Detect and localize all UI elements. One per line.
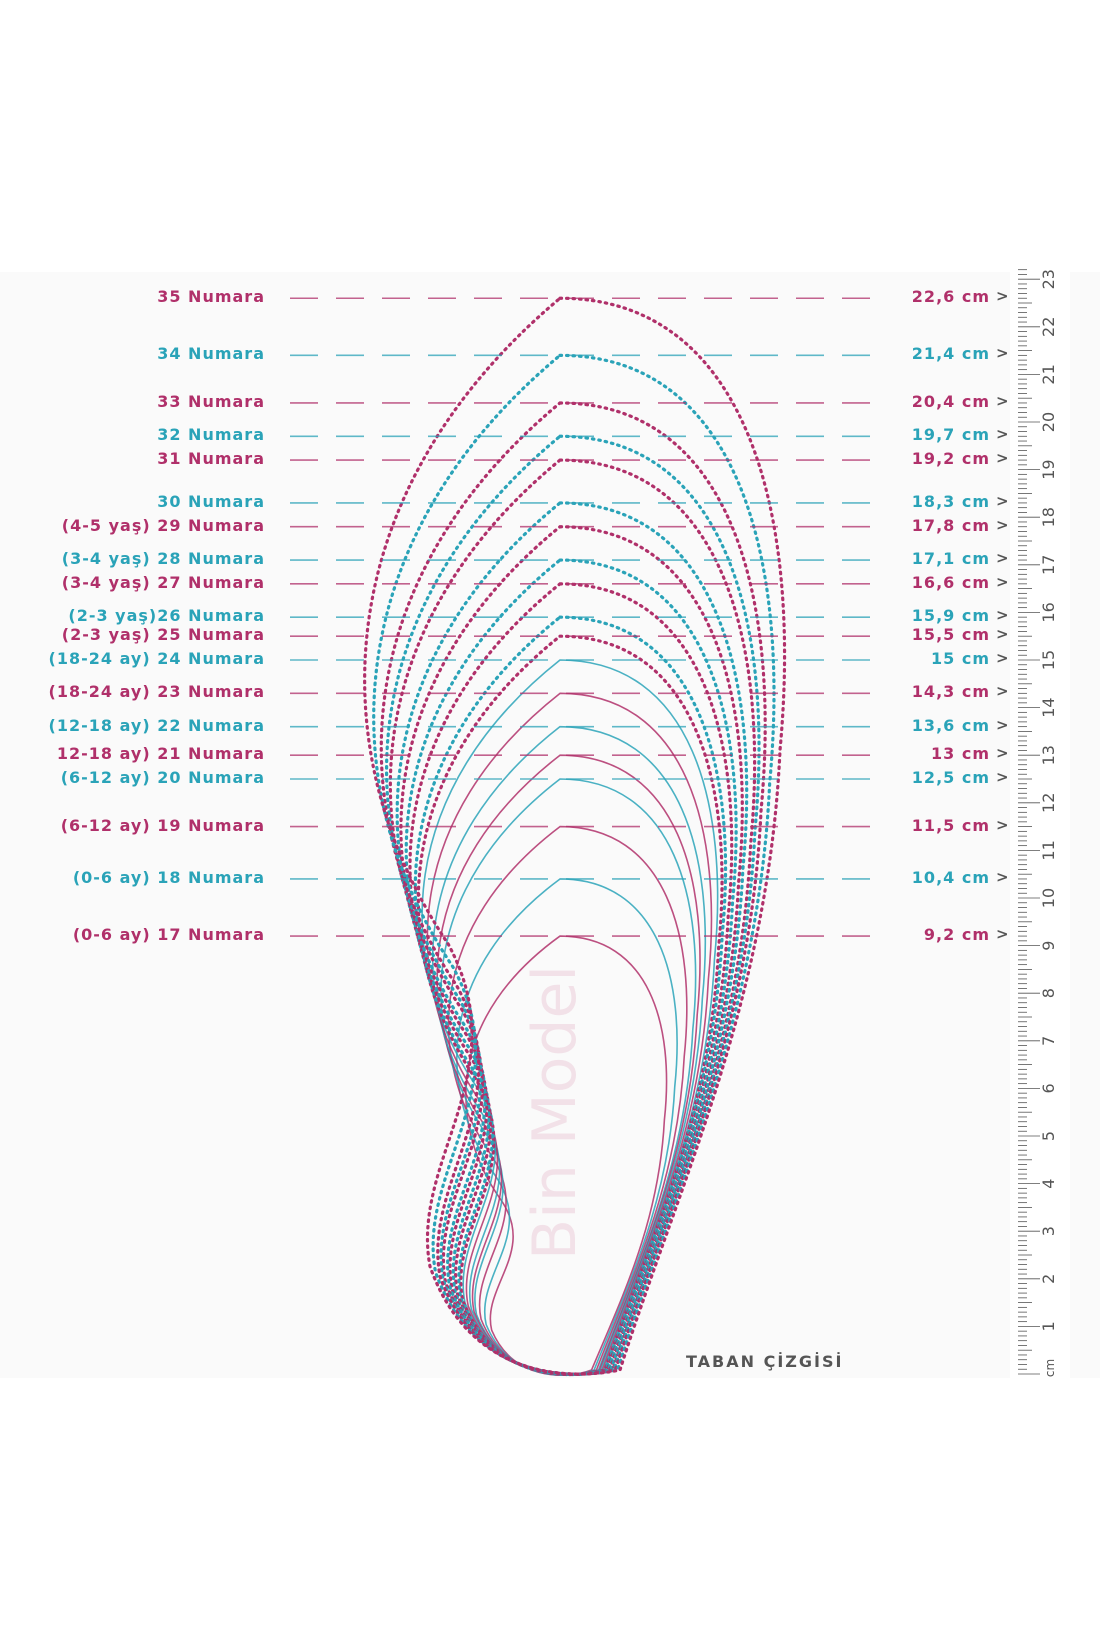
size-label: (12-18 ay) 22 Numara <box>48 715 265 735</box>
watermark-logo: Bin Model <box>520 964 590 1260</box>
pointer-arrow-icon: > <box>996 572 1009 591</box>
length-label: 19,2 cm <box>911 449 990 469</box>
size-label: (2-3 yaş) 25 Numara <box>61 625 265 645</box>
length-label: 12,5 cm <box>911 768 990 787</box>
ruler-number: 5 <box>1039 1130 1058 1142</box>
pointer-arrow-icon: > <box>996 682 1009 701</box>
ruler-number: 2 <box>1039 1273 1058 1284</box>
size-label: (18-24 ay) 24 Numara <box>48 649 265 668</box>
pointer-arrow-icon: > <box>996 344 1009 363</box>
ruler-number: 14 <box>1039 697 1058 718</box>
pointer-arrow-icon: > <box>996 515 1009 534</box>
ruler-number: 12 <box>1039 792 1058 813</box>
size-label: (18-24 ay) 23 Numara <box>48 682 265 702</box>
size-label: (3-4 yaş) 27 Numara <box>61 572 265 592</box>
length-label: 13,6 cm <box>911 715 990 735</box>
ruler-number: 21 <box>1039 364 1058 385</box>
length-label: 20,4 cm <box>911 391 990 411</box>
pointer-arrow-icon: > <box>996 491 1009 510</box>
ruler-unit-label: cm <box>1043 1358 1057 1378</box>
pointer-arrow-icon: > <box>996 925 1009 944</box>
ruler-number: 23 <box>1039 269 1058 290</box>
size-label: (0-6 ay) 17 Numara <box>72 925 265 945</box>
ruler-number: 7 <box>1039 1035 1058 1046</box>
pointer-arrow-icon: > <box>996 815 1009 834</box>
ruler-number: 8 <box>1039 988 1058 999</box>
pointer-arrow-icon: > <box>996 449 1009 468</box>
length-label: 15,9 cm <box>911 606 990 626</box>
size-label: (0-6 ay) 18 Numara <box>72 867 265 887</box>
length-label: 17,1 cm <box>911 549 990 569</box>
ruler-number: 9 <box>1039 940 1058 951</box>
ruler-number: 15 <box>1039 649 1058 671</box>
ruler-number: 6 <box>1039 1083 1058 1094</box>
length-label: 17,8 cm <box>911 515 990 535</box>
pointer-arrow-icon: > <box>996 287 1009 306</box>
size-label: (2-3 yaş)26 Numara <box>68 606 265 626</box>
size-label: (6-12 ay) 20 Numara <box>60 768 265 787</box>
size-label: 33 Numara <box>157 391 265 411</box>
ruler-number: 18 <box>1039 507 1058 528</box>
pointer-arrow-icon: > <box>996 606 1009 625</box>
size-label: 34 Numara <box>157 344 265 364</box>
ruler-number: 13 <box>1039 745 1058 766</box>
length-label: 16,6 cm <box>911 572 990 592</box>
length-label: 22,6 cm <box>911 287 990 307</box>
ruler-number: 16 <box>1039 602 1058 623</box>
size-label: (3-4 yaş) 28 Numara <box>61 549 265 569</box>
pointer-arrow-icon: > <box>996 715 1009 734</box>
size-label: 35 Numara <box>157 287 265 307</box>
ruler-number: 19 <box>1039 459 1058 480</box>
cm-ruler <box>1010 265 1070 1378</box>
ruler-number: 11 <box>1039 840 1058 861</box>
length-label: 21,4 cm <box>911 344 990 364</box>
length-label: 14,3 cm <box>911 682 990 702</box>
size-label: 12-18 ay) 21 Numara <box>56 744 265 764</box>
pointer-arrow-icon: > <box>996 391 1009 410</box>
baseline-label: TABAN ÇİZGİSİ <box>686 1352 844 1371</box>
length-label: 9,2 cm <box>923 925 990 945</box>
pointer-arrow-icon: > <box>996 649 1009 667</box>
length-label: 10,4 cm <box>911 867 990 887</box>
pointer-arrow-icon: > <box>996 867 1009 886</box>
size-label: (4-5 yaş) 29 Numara <box>61 515 265 535</box>
ruler-number: 17 <box>1039 554 1058 575</box>
ruler-number: 20 <box>1039 411 1058 433</box>
ruler-number: 3 <box>1039 1226 1058 1237</box>
ruler-number: 1 <box>1039 1321 1058 1332</box>
length-label: 18,3 cm <box>911 491 990 511</box>
length-label: 13 cm <box>931 744 990 764</box>
size-label: 31 Numara <box>157 449 265 469</box>
ruler-number: 10 <box>1039 887 1058 909</box>
pointer-arrow-icon: > <box>996 549 1009 568</box>
ruler-number: 4 <box>1039 1178 1058 1189</box>
size-label: 32 Numara <box>157 425 265 445</box>
length-label: 15,5 cm <box>911 625 990 645</box>
size-label: 30 Numara <box>157 491 265 511</box>
pointer-arrow-icon: > <box>996 768 1009 786</box>
length-label: 15 cm <box>931 649 990 668</box>
ruler-number: 22 <box>1039 316 1058 337</box>
pointer-arrow-icon: > <box>996 425 1009 444</box>
length-label: 11,5 cm <box>911 815 990 835</box>
pointer-arrow-icon: > <box>996 744 1009 763</box>
size-label: (6-12 ay) 19 Numara <box>60 815 265 835</box>
length-label: 19,7 cm <box>911 425 990 445</box>
pointer-arrow-icon: > <box>996 625 1009 644</box>
